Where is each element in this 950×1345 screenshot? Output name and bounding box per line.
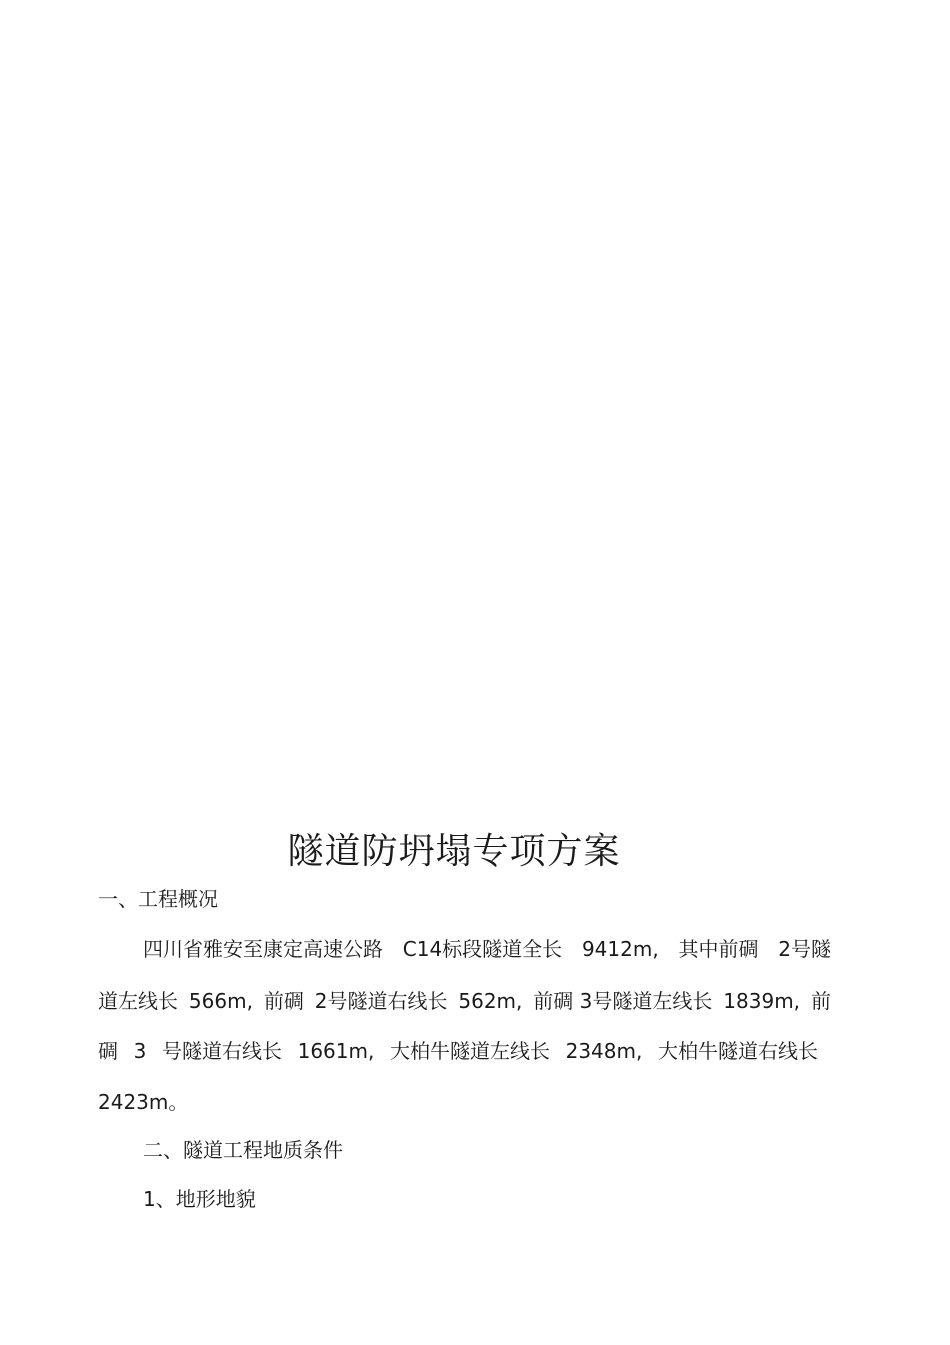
text-segment: 3 bbox=[133, 1039, 147, 1063]
text-segment: 前碉 3号隧道左线长 bbox=[533, 989, 713, 1013]
text-segment: 562m, bbox=[458, 989, 523, 1013]
text-segment: 四川省雅安至康定高速公路 bbox=[143, 937, 383, 961]
text-segment: 大柏牛隧道左线长 bbox=[389, 1039, 550, 1063]
paragraph-line-1 bbox=[143, 936, 831, 962]
text-segment: C14标段隧道全长 bbox=[402, 937, 563, 961]
text-segment: 其中前碉 bbox=[678, 937, 759, 961]
document-title: 隧道防坍塌专项方案 bbox=[287, 831, 621, 872]
section-heading-geology: 二、隧道工程地质条件 bbox=[143, 1138, 343, 1162]
text-segment: 前 bbox=[810, 989, 831, 1013]
text-segment: 道左线长 bbox=[98, 989, 178, 1013]
text-segment: 2348m, bbox=[565, 1039, 643, 1063]
paragraph-line-3 bbox=[98, 1038, 818, 1064]
text-segment: 碉 bbox=[98, 1039, 118, 1063]
text-segment: 大柏牛隧道右线长 bbox=[657, 1039, 818, 1063]
paragraph-line-4 bbox=[98, 1089, 188, 1115]
text-segment: 1661m, bbox=[297, 1039, 375, 1063]
text-segment: 9412m, bbox=[581, 937, 659, 961]
section-heading-overview: 一、工程概况 bbox=[98, 887, 218, 911]
subsection-heading-terrain: 1、地形地貌 bbox=[143, 1187, 256, 1211]
text-segment: 2号隧 bbox=[778, 937, 831, 961]
text-segment: 2423m。 bbox=[98, 1090, 189, 1114]
text-segment: 前碉 bbox=[263, 989, 304, 1013]
text-segment: 1839m, bbox=[723, 989, 801, 1013]
text-segment: 566m, bbox=[188, 989, 253, 1013]
paragraph-line-2 bbox=[98, 988, 831, 1014]
text-segment: 2号隧道右线长 bbox=[314, 989, 448, 1013]
text-segment: 号隧道右线长 bbox=[161, 1039, 282, 1063]
